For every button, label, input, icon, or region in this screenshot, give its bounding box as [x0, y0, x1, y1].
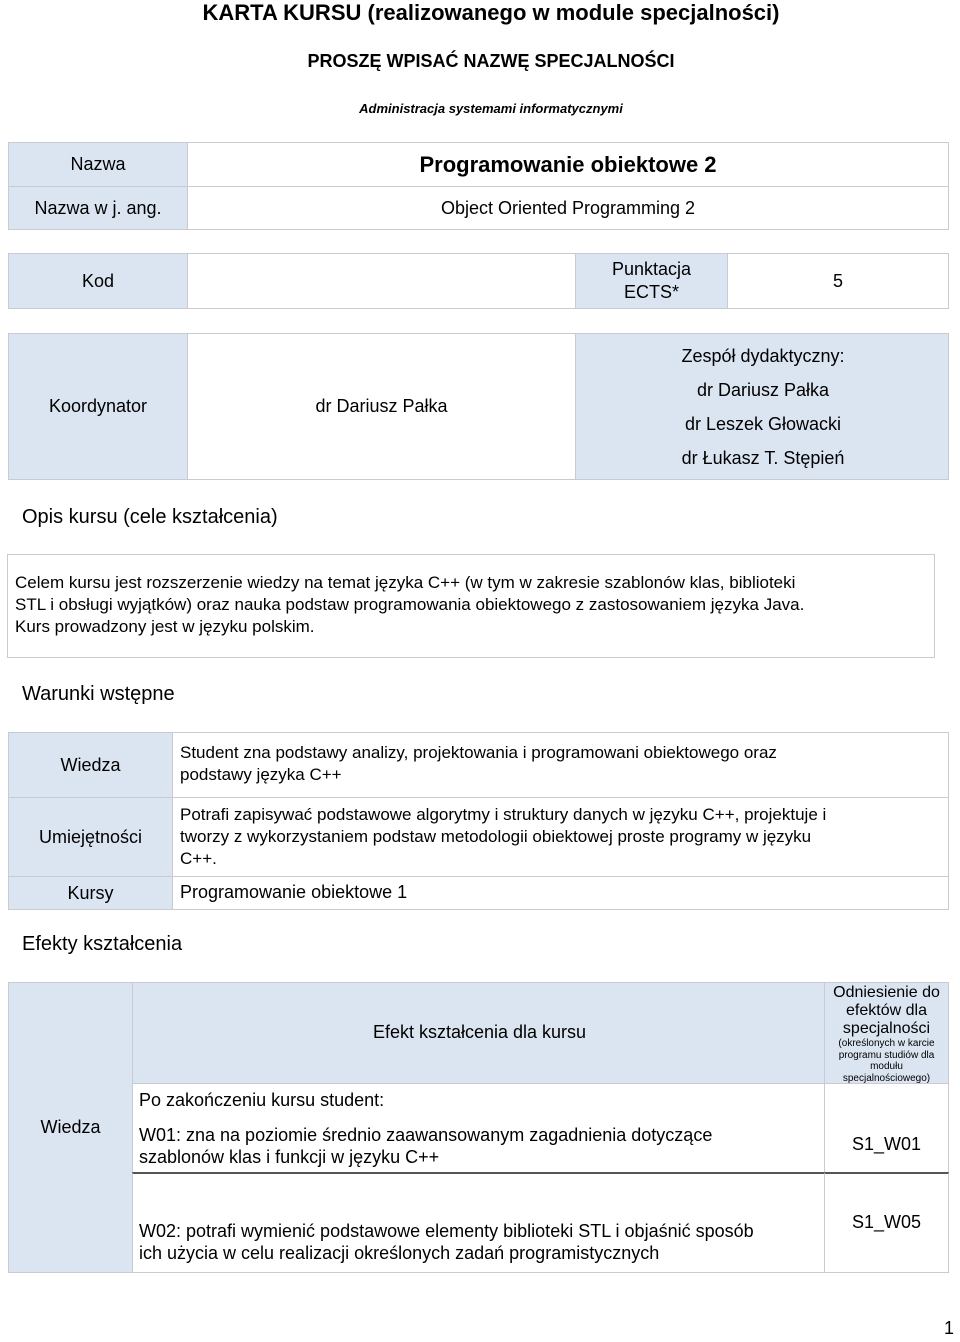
course-name-value: Programowanie obiektowe 2 — [187, 142, 949, 187]
prereq-skills-line: tworzy z wykorzystaniem podstaw metodologii obiektowej proste programy w języku — [180, 827, 812, 846]
outcomes-effect-header-cell — [132, 982, 825, 1084]
code-label: Kod — [8, 253, 188, 309]
coordinator-label: Koordynator — [8, 333, 188, 480]
outcomes-ref-header-line: specjalności — [842, 1020, 931, 1037]
specialty-name: Administracja systemami informatycznymi — [359, 101, 623, 116]
description-line: Kurs prowadzony jest w języku polskim. — [15, 617, 315, 636]
outcomes-intro: Po zakończeniu kursu student: — [139, 1090, 385, 1110]
course-name-en-value: Object Oriented Programming 2 — [187, 186, 949, 230]
prereq-knowledge-line: Student zna podstawy analizy, projektowania i programowani obiektowego oraz — [180, 743, 777, 762]
teaching-team-member: dr Dariusz Pałka — [696, 380, 830, 400]
document-title: KARTA KURSU (realizowanego w module specjalności) — [202, 0, 780, 25]
outcome-line: szablonów klas i funkcji w języku C++ — [139, 1147, 440, 1167]
coordinator-value: dr Dariusz Pałka — [187, 333, 576, 480]
outcomes-title: Efekty kształcenia — [22, 933, 183, 955]
specialty-heading: PROSZĘ WPISAĆ NAZWĘ SPECJALNOŚCI — [307, 51, 675, 71]
outcomes-ref-header-note: programu studiów dla — [838, 1049, 935, 1061]
prereq-skills-line: Potrafi zapisywać podstawowe algorytmy i struktury danych w języku C++, projektuje i — [180, 805, 827, 824]
prereq-courses-value: Programowanie obiektowe 1 — [172, 876, 949, 910]
outcomes-effect-header: Efekt kształcenia dla kursu — [372, 1022, 587, 1042]
prereq-skills-label: Umiejętności — [8, 797, 173, 877]
outcome-ref-w01: S1_W01 — [824, 1083, 949, 1173]
outcomes-ref-header — [824, 982, 949, 1084]
ects-label-line1: Punktacja — [611, 259, 692, 279]
prereq-courses-label: Kursy — [8, 876, 173, 910]
ects-label-line2: ECTS* — [623, 282, 679, 302]
prerequisites-title: Warunki wstępne — [22, 683, 175, 705]
outcomes-ref-header-note: specjalnościowego) — [842, 1072, 931, 1084]
outcome-item-w01 — [132, 1083, 825, 1173]
prereq-knowledge-value — [172, 732, 949, 798]
outcomes-ref-header-note: (określonych w karcie — [838, 1038, 935, 1049]
description-title: Opis kursu (cele kształcenia) — [22, 506, 278, 528]
description-line: STL i obsługi wyjątków) oraz nauka podstaw programowania obiektowego z zastosowaniem języka Java. — [15, 595, 805, 614]
ects-value: 5 — [727, 253, 949, 309]
outcome-item-w02 — [132, 1172, 825, 1273]
prereq-knowledge-line: podstawy języka C++ — [180, 765, 342, 784]
teaching-team-member: dr Leszek Głowacki — [684, 414, 842, 434]
outcomes-ref-header-line: efektów dla — [846, 1002, 927, 1019]
outcome-line: W01: zna na poziomie średnio zaawansowanym zagadnienia dotyczące — [139, 1125, 713, 1145]
teaching-team-label: Zespół dydaktyczny: — [681, 346, 845, 366]
course-name-label: Nazwa — [8, 142, 188, 187]
page-number: 1 — [944, 1318, 955, 1338]
outcome-ref-w02: S1_W05 — [824, 1172, 949, 1273]
outcomes-knowledge-label: Wiedza — [8, 982, 133, 1273]
prereq-skills-line: C++. — [180, 849, 217, 868]
teaching-team — [575, 333, 949, 480]
prereq-skills-value — [172, 797, 949, 877]
course-name-en-label: Nazwa w j. ang. — [8, 186, 188, 230]
outcome-line: W02: potrafi wymienić podstawowe elementy biblioteki STL i objaśnić sposób — [139, 1221, 754, 1241]
code-value — [187, 253, 576, 309]
description-box — [7, 554, 935, 658]
outcomes-ref-header-line: Odniesienie do — [833, 984, 940, 1001]
ects-label — [575, 253, 728, 309]
teaching-team-member: dr Łukasz T. Stępień — [681, 448, 845, 468]
outcome-line: ich użycia w celu realizacji określonych zadań programistycznych — [139, 1243, 660, 1263]
prereq-knowledge-label: Wiedza — [8, 732, 173, 798]
description-line: Celem kursu jest rozszerzenie wiedzy na temat języka C++ (w tym w zakresie szablonów klas, biblioteki — [15, 573, 796, 592]
outcomes-ref-header-note: modułu — [870, 1061, 903, 1072]
